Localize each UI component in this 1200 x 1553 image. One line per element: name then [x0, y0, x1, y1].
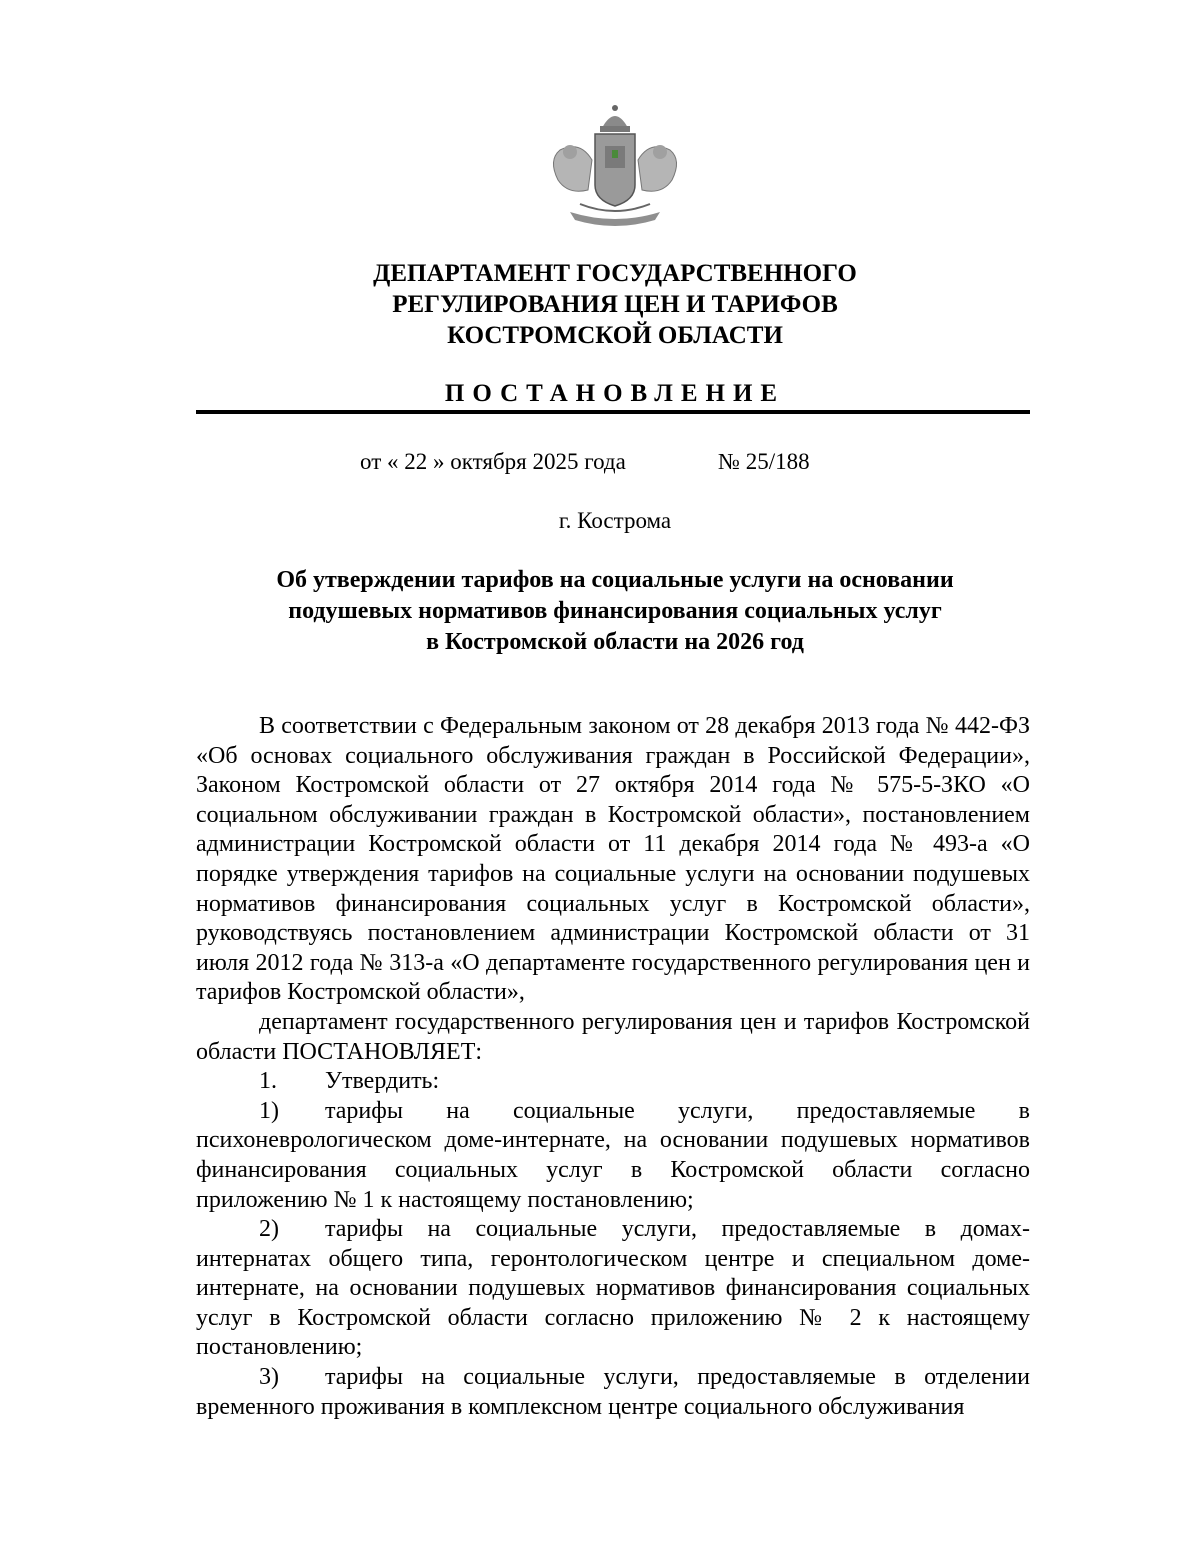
decree-body [196, 712, 1030, 1422]
document-type-title: ПОСТАНОВЛЕНИЕ [444, 380, 786, 407]
department-line-3: КОСТРОМСКОЙ ОБЛАСТИ [447, 322, 783, 349]
header-divider [196, 410, 1030, 414]
subpoint-1-number: 1) [259, 1097, 279, 1124]
department-line-2: РЕГУЛИРОВАНИЯ ЦЕН И ТАРИФОВ [392, 291, 838, 318]
subject-line-3: в Костромской области на 2026 год [426, 629, 804, 655]
preamble-paragraph: В соответствии с Федеральным законом от 28 декабря 2013 года № 442-ФЗ «Об основах социального обслуживания граждан в Российской Федерации», Законом Костромской области от 27 октября 2014 года № 575-5-ЗКО «О социальном обслуживании граждан в Костромской области», постановлением администрации Костромской области от 11 декабря 2014 года № 493-а «О порядке утверждения тарифов на социальные услуги на основании подушевых нормативов финансирования социальных услуг в Костромской области», руководствуясь постановлением администрации Костромской области от 31 июля 2012 года № 313-а «О департаменте государственного регулирования цен и тарифов Костромской области», [196, 713, 1030, 1006]
subpoint-1 [196, 1097, 1030, 1215]
subpoint-2-number: 2) [259, 1216, 279, 1243]
subpoint-3-text: тарифы на социальные услуги, предоставляемые в отделении временного проживания в комплексном центре социального обслуживания [196, 1364, 1030, 1420]
subpoint-2 [196, 1215, 1030, 1363]
point-1-number: 1. [259, 1068, 277, 1095]
department-line-1: ДЕПАРТАМЕНТ ГОСУДАРСТВЕННОГО [373, 260, 857, 287]
resolution-paragraph: департамент государственного регулирования цен и тарифов Костромской области ПОСТАНОВЛЯЕТ: [196, 1008, 1030, 1065]
subpoint-3 [196, 1363, 1030, 1422]
subpoint-3-number: 3) [259, 1364, 279, 1391]
city-name: г. Кострома [558, 508, 672, 533]
decree-subject [200, 565, 1030, 658]
subpoint-1-text: тарифы на социальные услуги, предоставляемые в психоневрологическом доме-интернате, на основании подушевых нормативов финансирования социальных услуг в Костромской области согласно приложению № 1 к настоящему постановлению; [196, 1097, 1030, 1213]
subject-line-2: подушевых нормативов финансирования социальных услуг [288, 598, 942, 624]
decree-date: от « 22 » октября 2025 года [360, 449, 626, 474]
decree-number: № 25/188 [718, 449, 810, 474]
department-name [200, 258, 1030, 351]
coat-of-arms-emblem [540, 100, 690, 230]
subpoint-2-text: тарифы на социальные услуги, предоставляемые в домах-интернатах общего типа, геронтологическом центре и специальном доме-интернате, на основании подушевых нормативов финансирования социальных услуг в Костромской области согласно приложению № 2 к настоящему постановлению; [196, 1216, 1030, 1361]
point-1-text: Утвердить: [325, 1068, 440, 1095]
point-1 [196, 1067, 1030, 1097]
subject-line-1: Об утверждении тарифов на социальные услуги на основании [276, 567, 954, 593]
